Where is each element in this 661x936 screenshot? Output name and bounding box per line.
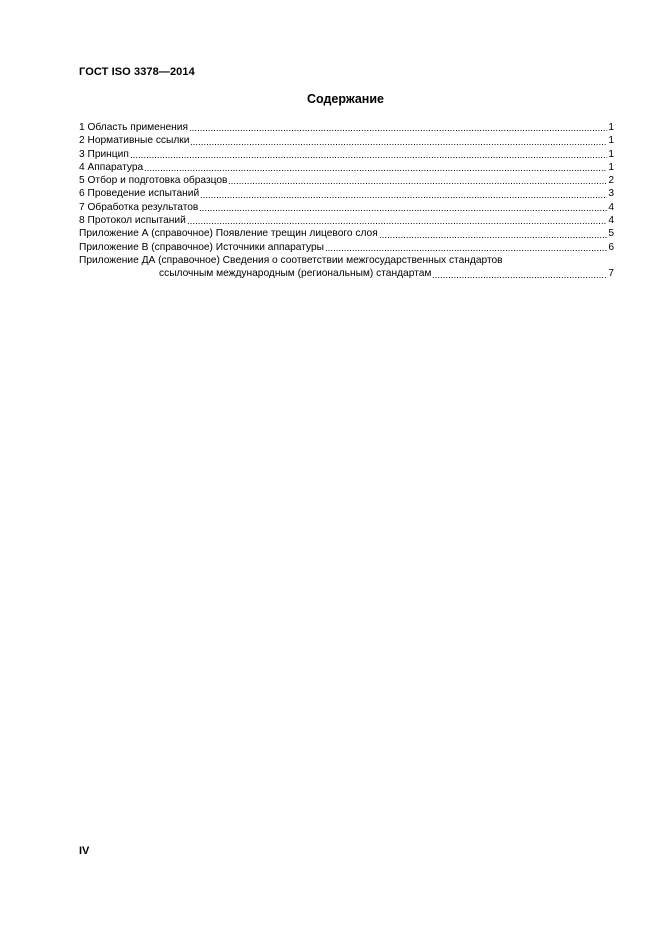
toc-entry[interactable] bbox=[79, 187, 614, 200]
toc-entry-label: 7 Обработка результатов bbox=[79, 201, 199, 213]
toc-entry-label: 8 Протокол испытаний bbox=[79, 215, 186, 227]
toc-entry-label-line2: ссылочным международным (региональным) стандартам bbox=[159, 268, 432, 280]
toc-entry-label: 1 Область применения bbox=[79, 122, 188, 133]
document-code-header: ГОСТ ISO 3378—2014 bbox=[79, 66, 195, 78]
leader-dots bbox=[432, 277, 607, 278]
toc-entry[interactable] bbox=[79, 227, 614, 240]
toc-entry-page: 1 bbox=[608, 122, 614, 133]
toc-entry-page: 4 bbox=[608, 215, 614, 227]
toc-entry[interactable] bbox=[79, 121, 614, 134]
leader-dots bbox=[325, 250, 607, 251]
toc-entry-label: 2 Нормативные ссылки bbox=[79, 135, 190, 147]
leader-dots bbox=[199, 210, 607, 211]
table-of-contents bbox=[79, 121, 614, 281]
toc-entry[interactable] bbox=[79, 201, 614, 214]
toc-entry[interactable] bbox=[79, 241, 614, 254]
toc-entry-label: Приложение В (справочное) Источники аппаратуры bbox=[79, 241, 325, 253]
toc-entry-label: 5 Отбор и подготовка образцов bbox=[79, 175, 228, 187]
toc-entry-page: 1 bbox=[608, 135, 614, 147]
toc-entry-page: 6 bbox=[608, 241, 614, 253]
toc-entry-label: 3 Принцип bbox=[79, 148, 129, 160]
toc-entry-page: 7 bbox=[608, 268, 614, 280]
toc-entry-label: 4 Аппаратура bbox=[79, 161, 144, 173]
leader-dots bbox=[200, 197, 607, 198]
toc-entry-page: 1 bbox=[608, 161, 614, 173]
toc-entry-page: 4 bbox=[608, 201, 614, 213]
toc-entry-page: 2 bbox=[608, 175, 614, 187]
toc-entry[interactable] bbox=[79, 161, 614, 174]
page-number: IV bbox=[79, 845, 90, 857]
leader-dots bbox=[130, 157, 607, 158]
toc-entry[interactable] bbox=[79, 134, 614, 147]
leader-dots bbox=[189, 130, 607, 131]
leader-dots bbox=[187, 223, 608, 224]
toc-entry[interactable] bbox=[79, 267, 614, 280]
toc-entry[interactable] bbox=[79, 174, 614, 187]
page-title: Содержание bbox=[306, 92, 384, 106]
toc-entry-page: 5 bbox=[608, 228, 614, 240]
toc-entry-page: 1 bbox=[608, 148, 614, 160]
leader-dots bbox=[190, 144, 607, 145]
toc-entry-label: 6 Проведение испытаний bbox=[79, 188, 200, 200]
toc-entry-page: 3 bbox=[608, 188, 614, 200]
toc-entry-label-line1[interactable]: Приложение ДА (справочное) Сведения о соответствии межгосударственных стандартов bbox=[79, 254, 503, 266]
toc-entry[interactable] bbox=[79, 214, 614, 227]
leader-dots bbox=[144, 170, 607, 171]
toc-entry[interactable] bbox=[79, 148, 614, 161]
leader-dots bbox=[228, 183, 607, 184]
leader-dots bbox=[379, 237, 608, 238]
toc-entry-label: Приложение А (справочное) Появление трещин лицевого слоя bbox=[79, 228, 378, 240]
